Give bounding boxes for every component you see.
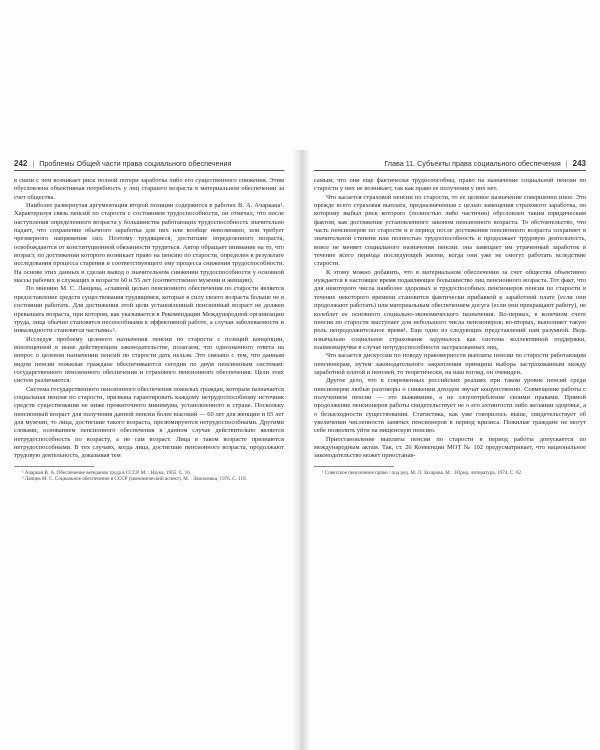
left-footnotes (14, 466, 247, 483)
right-running-head (314, 158, 586, 171)
paragraph: Что касается дискуссии по поводу правомерности выплаты пенсии по старости работающим пенсионерам, путем законодательного закрепления принципа выбора застрахованным между заработной платой и пенсией, то теоретически, на наш взгляд, он очевиден. (314, 352, 586, 376)
left-body-text (14, 177, 284, 461)
left-page (14, 158, 284, 483)
paragraph: Система государственного пенсионного обеспечения пожилых граждан, которым назначается социальная пенсия по старости, призвана гарантировать каждому нетрудоспособному источник средств существования не ниже прожиточного минимума, установленного в стране. Поскольку пенсионный возраст для получения данной пенсии более высокий — 60 лет для женщин и 65 лет для мужчин, то лица, достигшие такого возраста, презюмируются нетрудоспособными. Другими словами, основанием пенсионного обеспечения в данном случае действительно является нетрудоспособность по возрасту, а не сам возраст. Лица в таком возрасте признаются нетрудоспособными. В тех случаях, когда лица, достигшие пенсионного возраста, продолжают трудовую деятельность, доказывая тем (14, 385, 284, 460)
footnote: ¹ Ачаркан В. А. Обеспечение ветеранов труда в СССР. М. : Наука, 1965. С. 16. (22, 469, 192, 476)
paragraph: в связи с чем возникает риск полной потери заработка либо его существенного снижения. Этим обусловлена объективная потребность у лиц старшего возраста в материальном обеспечении за счет общества. (14, 177, 284, 201)
paragraph: Исследуя проблему целевого назначения пенсии по старости с позиций концепции, воплощенной в ныне действующем законодательстве, полагаем, что однозначного ответа на вопрос о целевом назначении пенсий по старости дать нельзя. Это связано с тем, что данным видом пенсии пожилые граждане обеспечиваются сегодня по двум пенсионным системам: государственного пенсионного обеспечения и страхового пенсионного обеспечения. Цели этих систем различаются. (14, 335, 284, 385)
left-page-number: 242 (14, 159, 28, 168)
right-footnotes (314, 466, 523, 477)
paragraph: По мнению М. С. Ланцева, «главной целью пенсионного обеспечения по старости является предоставление средств существования трудящимся, которые в силу своего возраста больше не в состоянии работать. Для достижения этой цели установленный пенсионный возраст не должен превышать возраста, при котором, как указывается в Рекомендации Международной организации труда, лица обычно становятся неспособными к эффективной работе, а случаи заболеваемости и инвалидности становятся частыми»². (14, 285, 284, 335)
paragraph: Приостановление выплаты пенсии по старости в период работы допускается по международным актам. Так, ст. 26 Конвенции МОТ № 102 предусматривает, что национальное законодательство может приостанав- (314, 435, 586, 460)
left-running-head (14, 158, 284, 171)
paragraph: К этому можно добавить, что в материальном обеспечении за счет общества объективно нуждается в настоящее время подавляющее большинство лиц пенсионного возраста. Тот факт, что для некоторого числа наиболее здоровых и трудоспособных пенсионеров пенсия по старости в течение некоторого времени становится фактически прибавкой к заработной плате (если они продолжают работать) или материальным обеспечением досуга (если они прекращают работу), не колеблет ее основного социально-экономического назначения. Во-первых, в конечном счете пенсия по старости выступает для небольшого числа пенсионеров; во-вторых, выполняет такую роль непродолжительное время¹. Еще одно из следующих представлений нам разумной. Ведь изначально социальное страхование задумалось как система коллективной поддержки, взаимовыручки в случае нетрудоспособности застрахованных лиц. (314, 268, 586, 351)
right-running-title: Глава 11. Субъекты права социального обеспечения (384, 159, 561, 168)
book-gutter-shadow (292, 150, 310, 750)
running-head-separator: | (565, 159, 568, 168)
left-running-title: Проблемы Общей части права социального обеспечения (39, 159, 232, 168)
footnote: ¹ Советское пенсионное право / под ред. М. Л. Захарова. М. : Юрид. литература, 1974. С. 62. (322, 469, 523, 476)
footnote: ² Ланцев М. С. Социальное обеспечение в СССР (экономический аспект). М. : Экономика, 1976. С. 118. (22, 476, 247, 483)
right-page (314, 158, 586, 476)
paragraph: Наиболее развернутая аргументация второй позиции содержится в работах В. А. Ачаркана¹. Характеризуя связь пенсий по старости с состоянием трудоспособности, он отмечал, что после наступления определенного возраста у большинства работающих трудоспособность значительно падает, что сохранение обычного заработка для них или вообще невозможно, или требует чрезмерного напряжения сил. Поэтому трудящиеся, достигшие определенного возраста, освобождаются от конституционной обязанности трудиться. Автор обращает внимание на то, что возраст, по достижении которого возникает право на пенсию по старости, определен в результате исследования процесса старения и соответствующего ему процесса снижения трудоспособности. На основе этих данных и сделан вывод о значительном снижении трудоспособности у основной массы рабочих и служащих в возрасте 60 и 55 лет (соответственно мужчин и женщин). (14, 202, 284, 285)
right-body-text (314, 177, 586, 461)
paragraph: Что касается страховой пенсии по старости, то ее целевое назначение совершенно иное. Это прежде всего страховая выплата, предназначенная с целью замещения страхового заработка, по которому выбыл риск которого (полностью либо частично) обусловлен таким юридическим фактом, как достижение установленного законом пенсионного возраста. То обстоятельство, что часть пенсионеров по старости и в период после достижения пенсионного возраста сохраняет в значительной степени или полностью трудоспособность и продолжает трудовую деятельность, вовсе не меняет социального назначения пенсии: она замещает им утраченный заработок в течение всего периода последующей жизни, когда они уже не смогут работать вследствие старости. (314, 193, 586, 268)
paragraph: самым, что они еще фактически трудоспособны, право на назначение социальной пенсии по старости у них не возникает, так как право ее получения у них нет. (314, 177, 586, 193)
right-page-number: 243 (572, 159, 586, 168)
running-head-separator: | (32, 159, 35, 168)
paragraph: Другое дело, что в современных российских реалиях при таком уровне пенсий среди пенсионеров любые разговоры о снижении доходов звучат кощунственно. Совмещение работы с получением пенсии — это выживание, а не злоупотребление своими правами. Прямой продолжение пенсионеров работы свидетельствует не о его ахтингости либо желании здоровье, а о безысходности существования. Статистика, как уже говорилось выше, свидетельствует об увеличении численности занятых пенсионеров в период кризиса. Пожилые граждане не могут себе позволить уйти на нищенскую пенсию. (314, 377, 586, 435)
